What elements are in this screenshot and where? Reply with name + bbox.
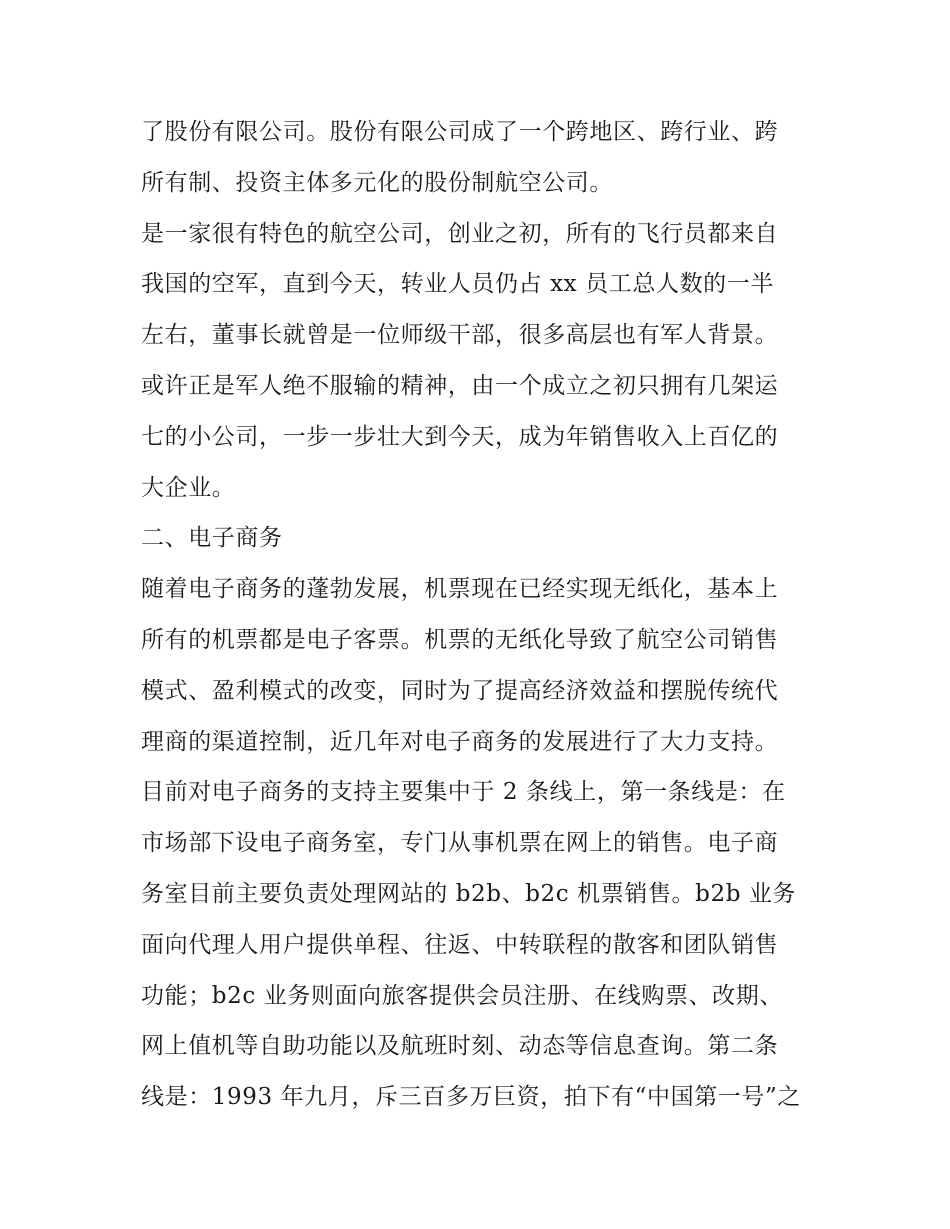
text-line: 或许正是军人绝不服输的精神，由一个成立之初只拥有几架运 — [141, 372, 779, 399]
section-heading: 二、电子商务 — [141, 525, 283, 552]
text-line: 所有制、投资主体多元化的股份制航空公司。 — [141, 169, 613, 196]
text-line: 理商的渠道控制，近几年对电子商务的发展进行了大力支持。 — [141, 728, 779, 755]
text-line: 线是：1993 年九月，斥三百多万巨资，拍下有“中国第一号”之 — [141, 1084, 801, 1111]
text-line: 功能；b2c 业务则面向旅客提供会员注册、在线购票、改期、 — [141, 982, 783, 1009]
text-line: 左右，董事长就曾是一位师级干部，很多高层也有军人背景。 — [141, 322, 779, 349]
text-line: 七的小公司，一步一步壮大到今天，成为年销售收入上百亿的 — [141, 423, 779, 450]
text-line: 随着电子商务的蓬勃发展，机票现在已经实现无纸化，基本上 — [141, 576, 779, 603]
text-line: 我国的空军，直到今天，转业人员仍占 xx 员工总人数的一半 — [141, 271, 774, 298]
text-line: 市场部下设电子商务室，专门从事机票在网上的销售。电子商 — [141, 830, 779, 857]
text-line: 务室目前主要负责处理网站的 b2b、b2c 机票销售。b2b 业务 — [141, 880, 797, 907]
text-line: 网上值机等自助功能以及航班时刻、动态等信息查询。第二条 — [141, 1033, 779, 1060]
text-line: 目前对电子商务的支持主要集中于 2 条线上，第一条线是：在 — [141, 779, 786, 806]
text-line: 大企业。 — [141, 474, 236, 501]
text-line: 面向代理人用户提供单程、往返、中转联程的散客和团队销售 — [141, 931, 779, 958]
text-line: 是一家很有特色的航空公司，创业之初，所有的飞行员都来自 — [141, 220, 779, 247]
text-line: 模式、盈利模式的改变，同时为了提高经济效益和摆脱传统代 — [141, 677, 779, 704]
text-line: 了股份有限公司。股份有限公司成了一个跨地区、跨行业、跨 — [141, 119, 779, 145]
document-body — [141, 107, 821, 1123]
text-line: 所有的机票都是电子客票。机票的无纸化导致了航空公司销售 — [141, 626, 779, 653]
